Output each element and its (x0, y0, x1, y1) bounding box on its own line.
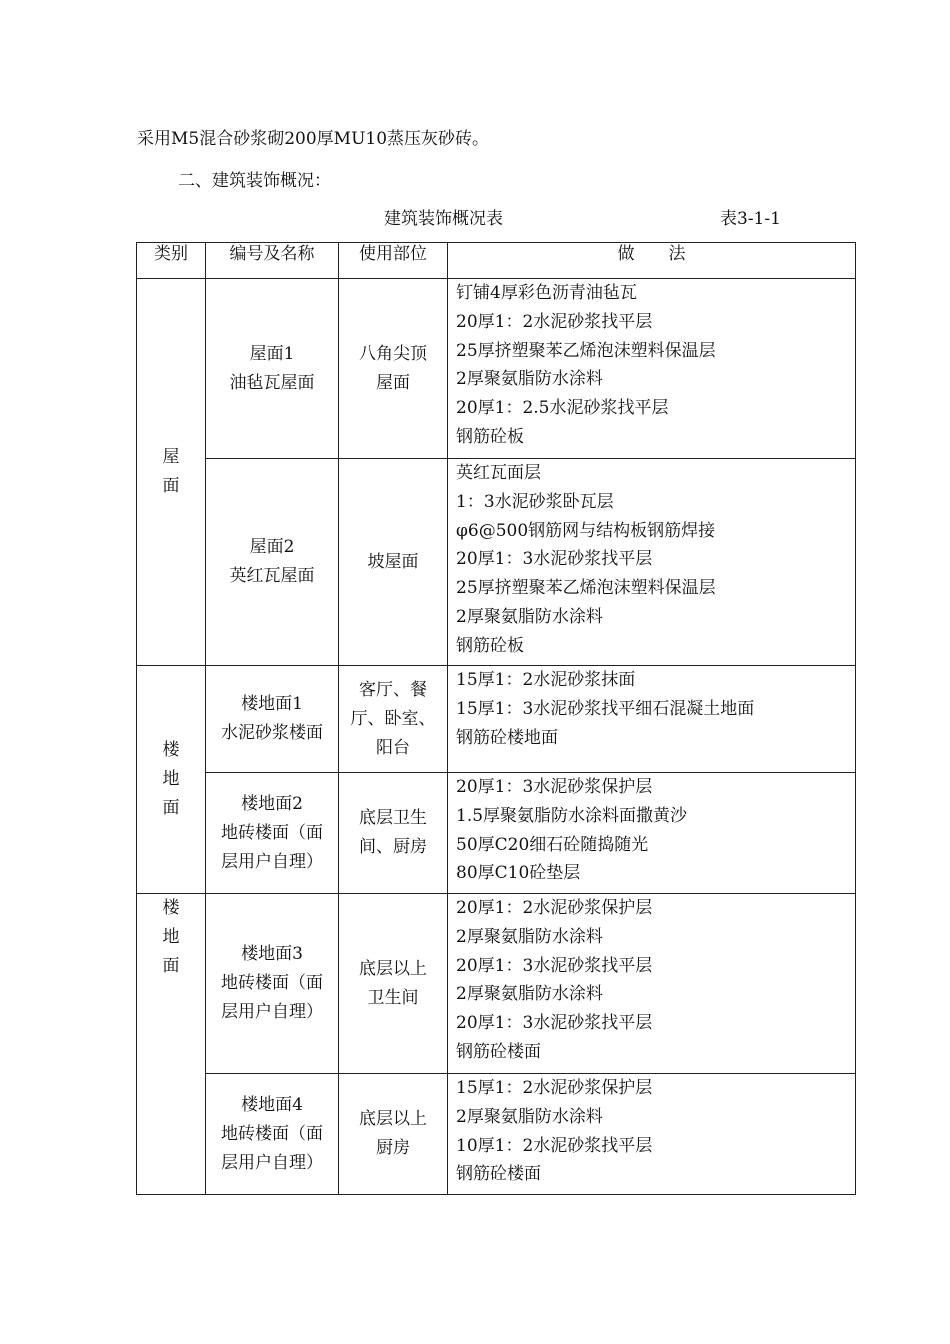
method-line: φ6@500钢筋网与结构板钢筋焊接 (456, 520, 716, 541)
method-line: 钢筋砼板 (456, 426, 524, 447)
location-cell (339, 666, 448, 773)
method-line: 2厚聚氨脂防水涂料 (456, 984, 603, 1005)
method-line: 80厚C10砼垫层 (456, 863, 581, 884)
category-text: 楼 地 面 (162, 740, 180, 818)
method-line: 20厚1：2.5水泥砂浆找平层 (456, 398, 669, 419)
header-method: 做 法 (448, 243, 856, 279)
method-line: 2厚聚氨脂防水涂料 (456, 606, 603, 627)
method-line: 1：3水泥砂浆卧瓦层 (456, 491, 614, 512)
header-category: 类别 (137, 243, 206, 279)
method-line: 1.5厚聚氨脂防水涂料面撒黄沙 (456, 805, 688, 826)
code-name-text: 楼地面1 水泥砂浆楼面 (221, 694, 323, 743)
method-line: 钢筋砼楼地面 (456, 727, 558, 748)
code-name-cell (206, 773, 339, 894)
category-text: 屋 面 (162, 447, 180, 496)
method-cell (448, 666, 856, 773)
location-text: 坡屋面 (367, 551, 419, 572)
table-row (137, 894, 856, 1074)
method-line: 20厚1：3水泥砂浆找平层 (456, 1013, 653, 1034)
table-row (137, 666, 856, 773)
code-name-text: 楼地面4 地砖楼面（面 层用户自理） (221, 1094, 323, 1173)
location-cell (339, 459, 448, 666)
method-line: 20厚1：3水泥砂浆保护层 (456, 777, 653, 797)
table-header-row (137, 243, 856, 279)
method-cell (448, 459, 856, 666)
method-line: 25厚挤塑聚苯乙烯泡沫塑料保温层 (456, 578, 716, 599)
code-name-cell (206, 894, 339, 1074)
location-cell (339, 773, 448, 894)
location-text: 八角尖顶 屋面 (359, 343, 427, 393)
method-line: 15厚1：2水泥砂浆保护层 (456, 1078, 653, 1098)
code-name-text: 屋面1 油毡瓦屋面 (229, 343, 315, 393)
code-name-cell (206, 1074, 339, 1195)
header-code-name: 编号及名称 (206, 243, 339, 279)
code-name-text: 楼地面3 地砖楼面（面 层用户自理） (221, 944, 323, 1022)
code-name-text: 楼地面2 地砖楼面（面 层用户自理） (221, 793, 323, 872)
location-text: 底层以上 卫生间 (359, 958, 427, 1008)
method-line: 15厚1：3水泥砂浆找平细石混凝土地面 (456, 698, 755, 719)
method-line: 2厚聚氨脂防水涂料 (456, 926, 603, 947)
method-line: 英红瓦面层 (456, 463, 541, 483)
category-text: 楼 地 面 (162, 898, 180, 976)
method-line: 15厚1：2水泥砂浆抹面 (456, 670, 636, 690)
location-text: 客厅、餐 厅、卧室、 阳台 (350, 679, 436, 758)
method-line: 2厚聚氨脂防水涂料 (456, 1106, 603, 1127)
section-heading: 二、建筑装饰概况： (178, 171, 331, 191)
table-row (137, 279, 856, 459)
table-row (137, 1074, 856, 1195)
method-cell (448, 773, 856, 894)
method-line: 20厚1：2水泥砂浆保护层 (456, 898, 653, 918)
method-line: 钢筋砼楼面 (456, 1164, 541, 1185)
table-number: 表3-1-1 (720, 209, 781, 229)
location-cell (339, 1074, 448, 1195)
header-location: 使用部位 (339, 243, 448, 279)
location-text: 底层卫生 间、厨房 (359, 808, 427, 857)
location-text: 底层以上 厨房 (359, 1109, 427, 1158)
table-caption: 建筑装饰概况表 (384, 209, 503, 229)
method-line: 钉铺4厚彩色沥青油毡瓦 (456, 283, 637, 303)
method-line: 钢筋砼楼面 (456, 1041, 541, 1062)
method-line: 25厚挤塑聚苯乙烯泡沫塑料保温层 (456, 340, 716, 361)
category-cell (137, 279, 206, 666)
table-row (137, 459, 856, 666)
code-name-cell (206, 459, 339, 666)
method-line: 20厚1：3水泥砂浆找平层 (456, 955, 653, 976)
code-name-cell (206, 279, 339, 459)
method-line: 钢筋砼板 (456, 635, 524, 656)
method-cell (448, 894, 856, 1074)
method-line: 20厚1：3水泥砂浆找平层 (456, 549, 653, 570)
table-row (137, 773, 856, 894)
code-name-text: 屋面2 英红瓦屋面 (229, 537, 315, 586)
code-name-cell (206, 666, 339, 773)
location-cell (339, 279, 448, 459)
decoration-table (136, 242, 856, 1195)
method-line: 20厚1：2水泥砂浆找平层 (456, 311, 653, 332)
location-cell (339, 894, 448, 1074)
method-line: 10厚1：2水泥砂浆找平层 (456, 1135, 653, 1156)
method-line: 2厚聚氨脂防水涂料 (456, 369, 603, 390)
method-cell (448, 1074, 856, 1195)
category-cell (137, 666, 206, 894)
method-cell (448, 279, 856, 459)
intro-paragraph: 采用M5混合砂浆砌200厚MU10蒸压灰砂砖。 (137, 129, 490, 149)
category-cell (137, 894, 206, 1195)
method-line: 50厚C20细石砼随捣随光 (456, 834, 649, 855)
